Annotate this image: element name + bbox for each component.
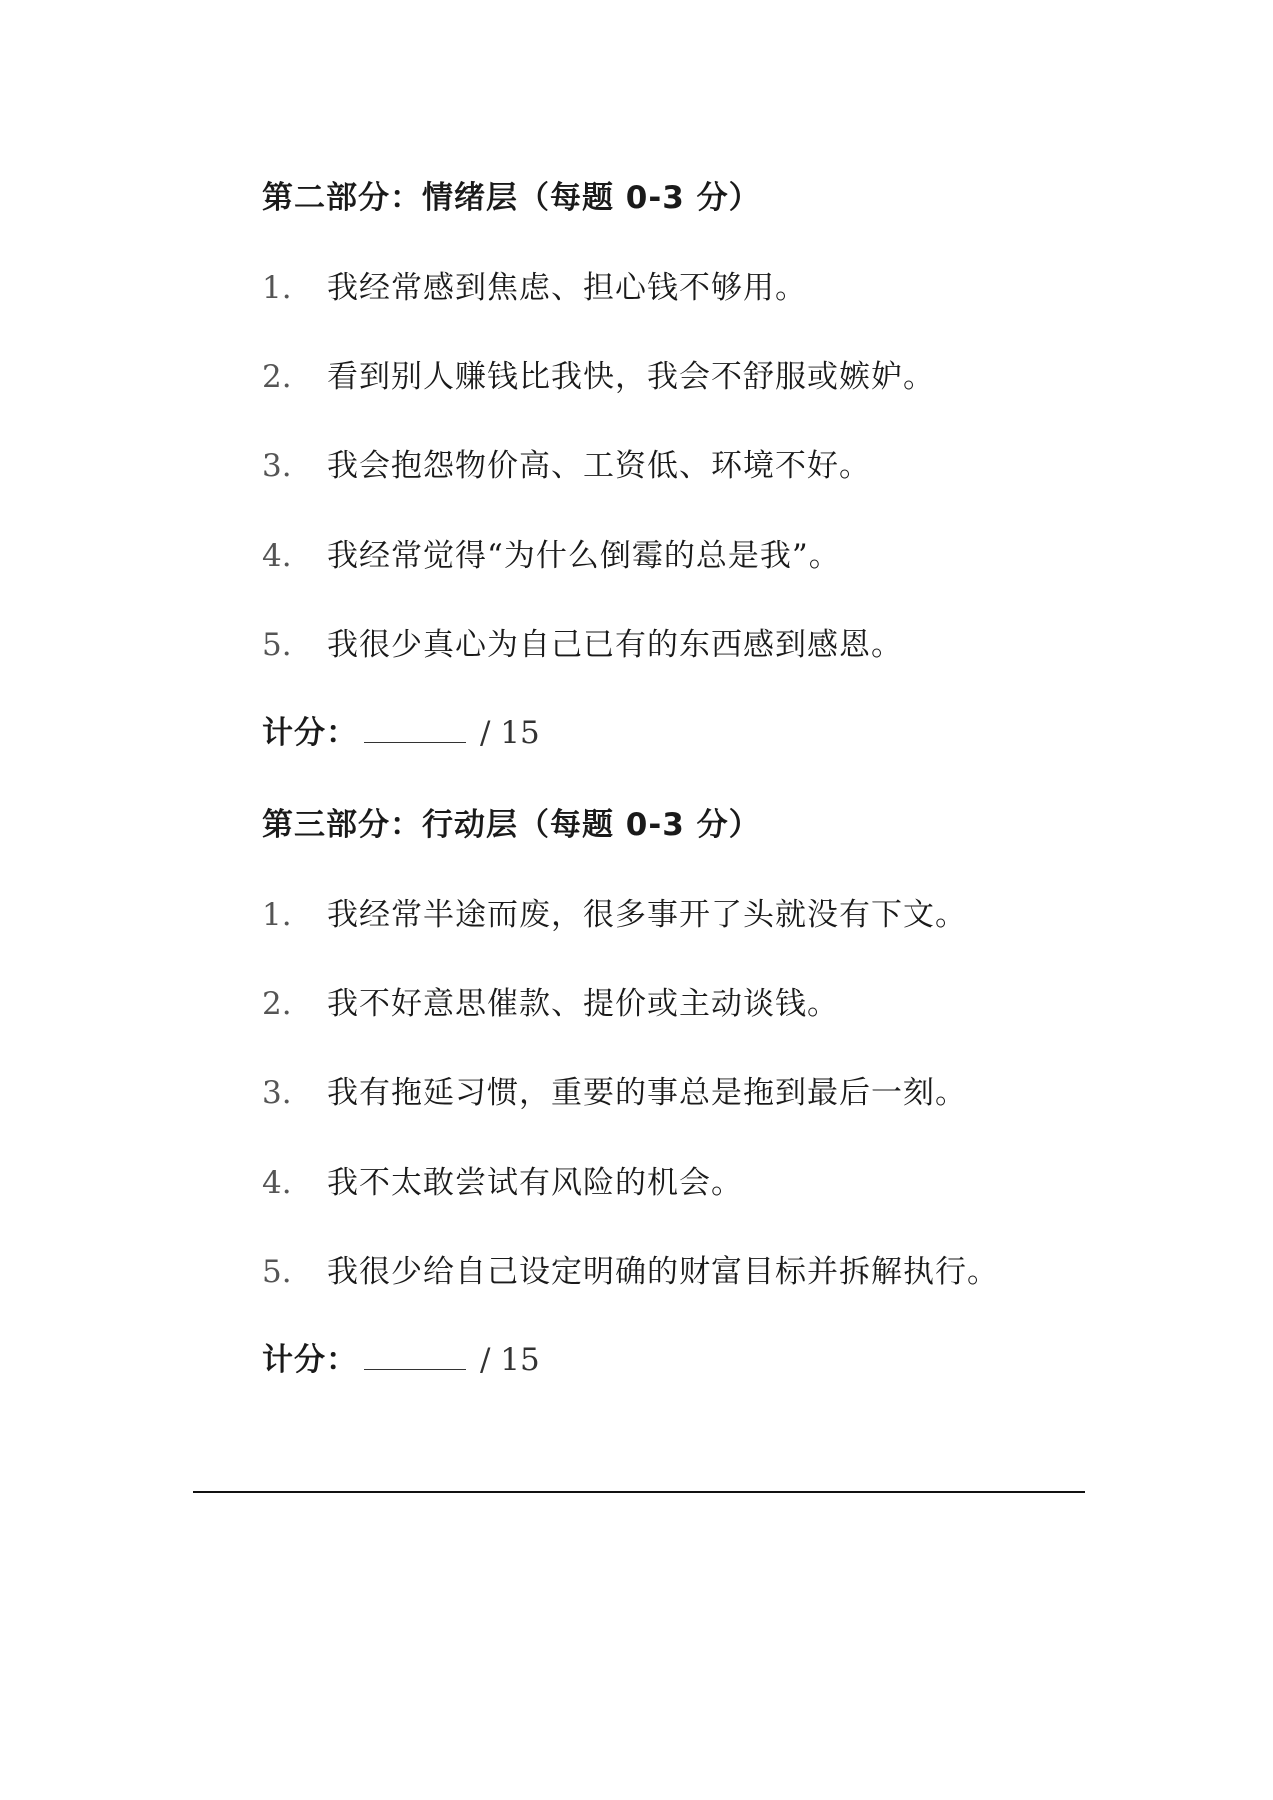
- list-item: [262, 1252, 999, 1292]
- score-total: / 15: [480, 1342, 540, 1378]
- list-item: [262, 357, 935, 397]
- score-label: 计分：: [262, 1342, 358, 1378]
- list-item: [262, 1163, 743, 1203]
- score-row: [262, 1340, 540, 1380]
- item-number: 4.: [262, 538, 292, 574]
- score-label: 计分：: [262, 715, 358, 751]
- list-item: [262, 984, 839, 1024]
- item-text: 我有拖延习惯，重要的事总是拖到最后一刻。: [327, 1075, 967, 1111]
- horizontal-divider: [193, 1491, 1085, 1493]
- list-item: [262, 1073, 967, 1113]
- score-row: [262, 713, 540, 753]
- item-text: 我不好意思催款、提价或主动谈钱。: [327, 986, 839, 1022]
- item-number: 5.: [262, 1254, 292, 1290]
- item-text: 我很少给自己设定明确的财富目标并拆解执行。: [327, 1254, 999, 1290]
- list-item: [262, 268, 807, 308]
- item-text: 我经常觉得“为什么倒霉的总是我”。: [327, 538, 841, 574]
- item-number: 2.: [262, 986, 292, 1022]
- list-item: [262, 536, 841, 576]
- section2-heading: 第二部分：情绪层（每题 0-3 分）: [262, 180, 761, 216]
- item-number: 1.: [262, 897, 292, 933]
- list-item: [262, 625, 903, 665]
- score-blank-field[interactable]: [364, 1345, 466, 1370]
- list-item: [262, 895, 967, 935]
- item-number: 4.: [262, 1165, 292, 1201]
- item-text: 我很少真心为自己已有的东西感到感恩。: [327, 627, 903, 663]
- item-number: 5.: [262, 627, 292, 663]
- item-number: 1.: [262, 270, 292, 306]
- score-total: / 15: [480, 715, 540, 751]
- list-item: [262, 446, 871, 486]
- item-number: 3.: [262, 448, 292, 484]
- section3-heading: 第三部分：行动层（每题 0-3 分）: [262, 807, 761, 843]
- score-blank-field[interactable]: [364, 718, 466, 743]
- item-number: 3.: [262, 1075, 292, 1111]
- item-number: 2.: [262, 359, 292, 395]
- item-text: 我会抱怨物价高、工资低、环境不好。: [327, 448, 871, 484]
- item-text: 看到别人赚钱比我快，我会不舒服或嫉妒。: [327, 359, 935, 395]
- item-text: 我不太敢尝试有风险的机会。: [327, 1165, 743, 1201]
- item-text: 我经常感到焦虑、担心钱不够用。: [327, 270, 807, 306]
- item-text: 我经常半途而废，很多事开了头就没有下文。: [327, 897, 967, 933]
